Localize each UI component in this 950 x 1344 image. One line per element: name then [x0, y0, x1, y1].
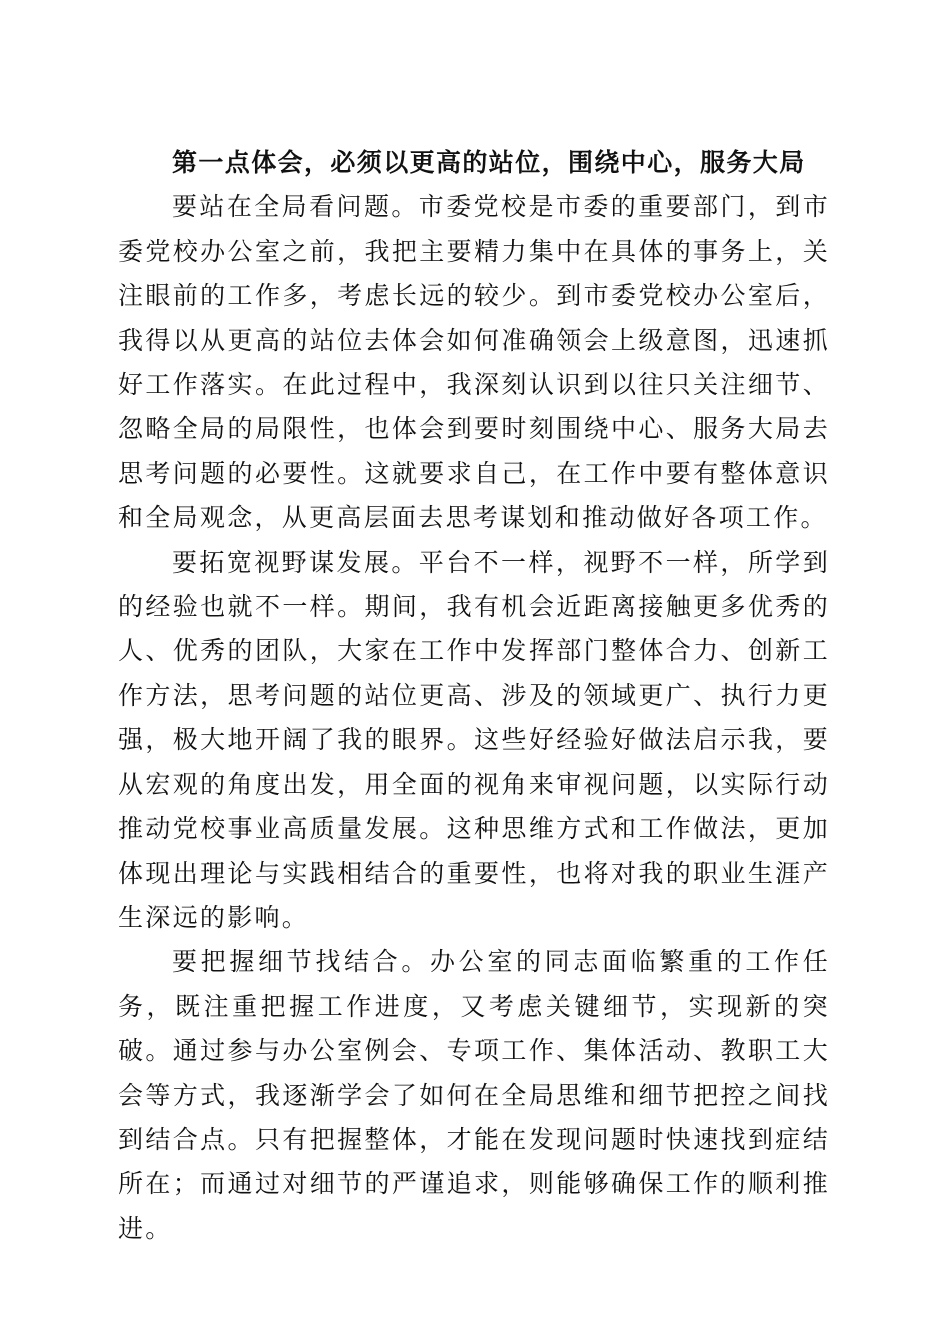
paragraph-overall-view: 要站在全局看问题。市委党校是市委的重要部门，到市委党校办公室之前，我把主要精力集中在具体的事务上，关注眼前的工作多，考虑长远的较少。到市委党校办公室后，我得以从更高的站位去体会如何准确领会上级意图，迅速抓好工作落实。在此过程中，我深刻认识到以往只关注细节、忽略全局的局限性，也体会到要时刻围绕中心、服务大局去思考问题的必要性。这就要求自己，在工作中要有整体意识和全局观念，从更高层面去思考谋划和推动做好各项工作。: [118, 192, 830, 533]
document-body: [118, 141, 830, 1251]
paragraph-broaden-vision: 要拓宽视野谋发展。平台不一样，视野不一样，所学到的经验也就不一样。期间，我有机会近距离接触更多优秀的人、优秀的团队，大家在工作中发挥部门整体合力、创新工作方法，思考问题的站位更高、涉及的领域更广、执行力更强，极大地开阔了我的眼界。这些好经验好做法启示我，要从宏观的角度出发，用全面的视角来审视问题，以实际行动推动党校事业高质量发展。这种思维方式和工作做法，更加体现出理论与实践相结合的重要性，也将对我的职业生涯产生深远的影响。: [118, 547, 830, 932]
paragraph-grasp-details: 要把握细节找结合。办公室的同志面临繁重的工作任务，既注重把握工作进度，又考虑关键细节，实现新的突破。通过参与办公室例会、专项工作、集体活动、教职工大会等方式，我逐渐学会了如何在全局思维和细节把控之间找到结合点。只有把握整体，才能在发现问题时快速找到症结所在；而通过对细节的严谨追求，则能够确保工作的顺利推进。: [118, 947, 830, 1243]
section-heading: 第一点体会，必须以更高的站位，围绕中心，服务大局: [172, 148, 806, 177]
